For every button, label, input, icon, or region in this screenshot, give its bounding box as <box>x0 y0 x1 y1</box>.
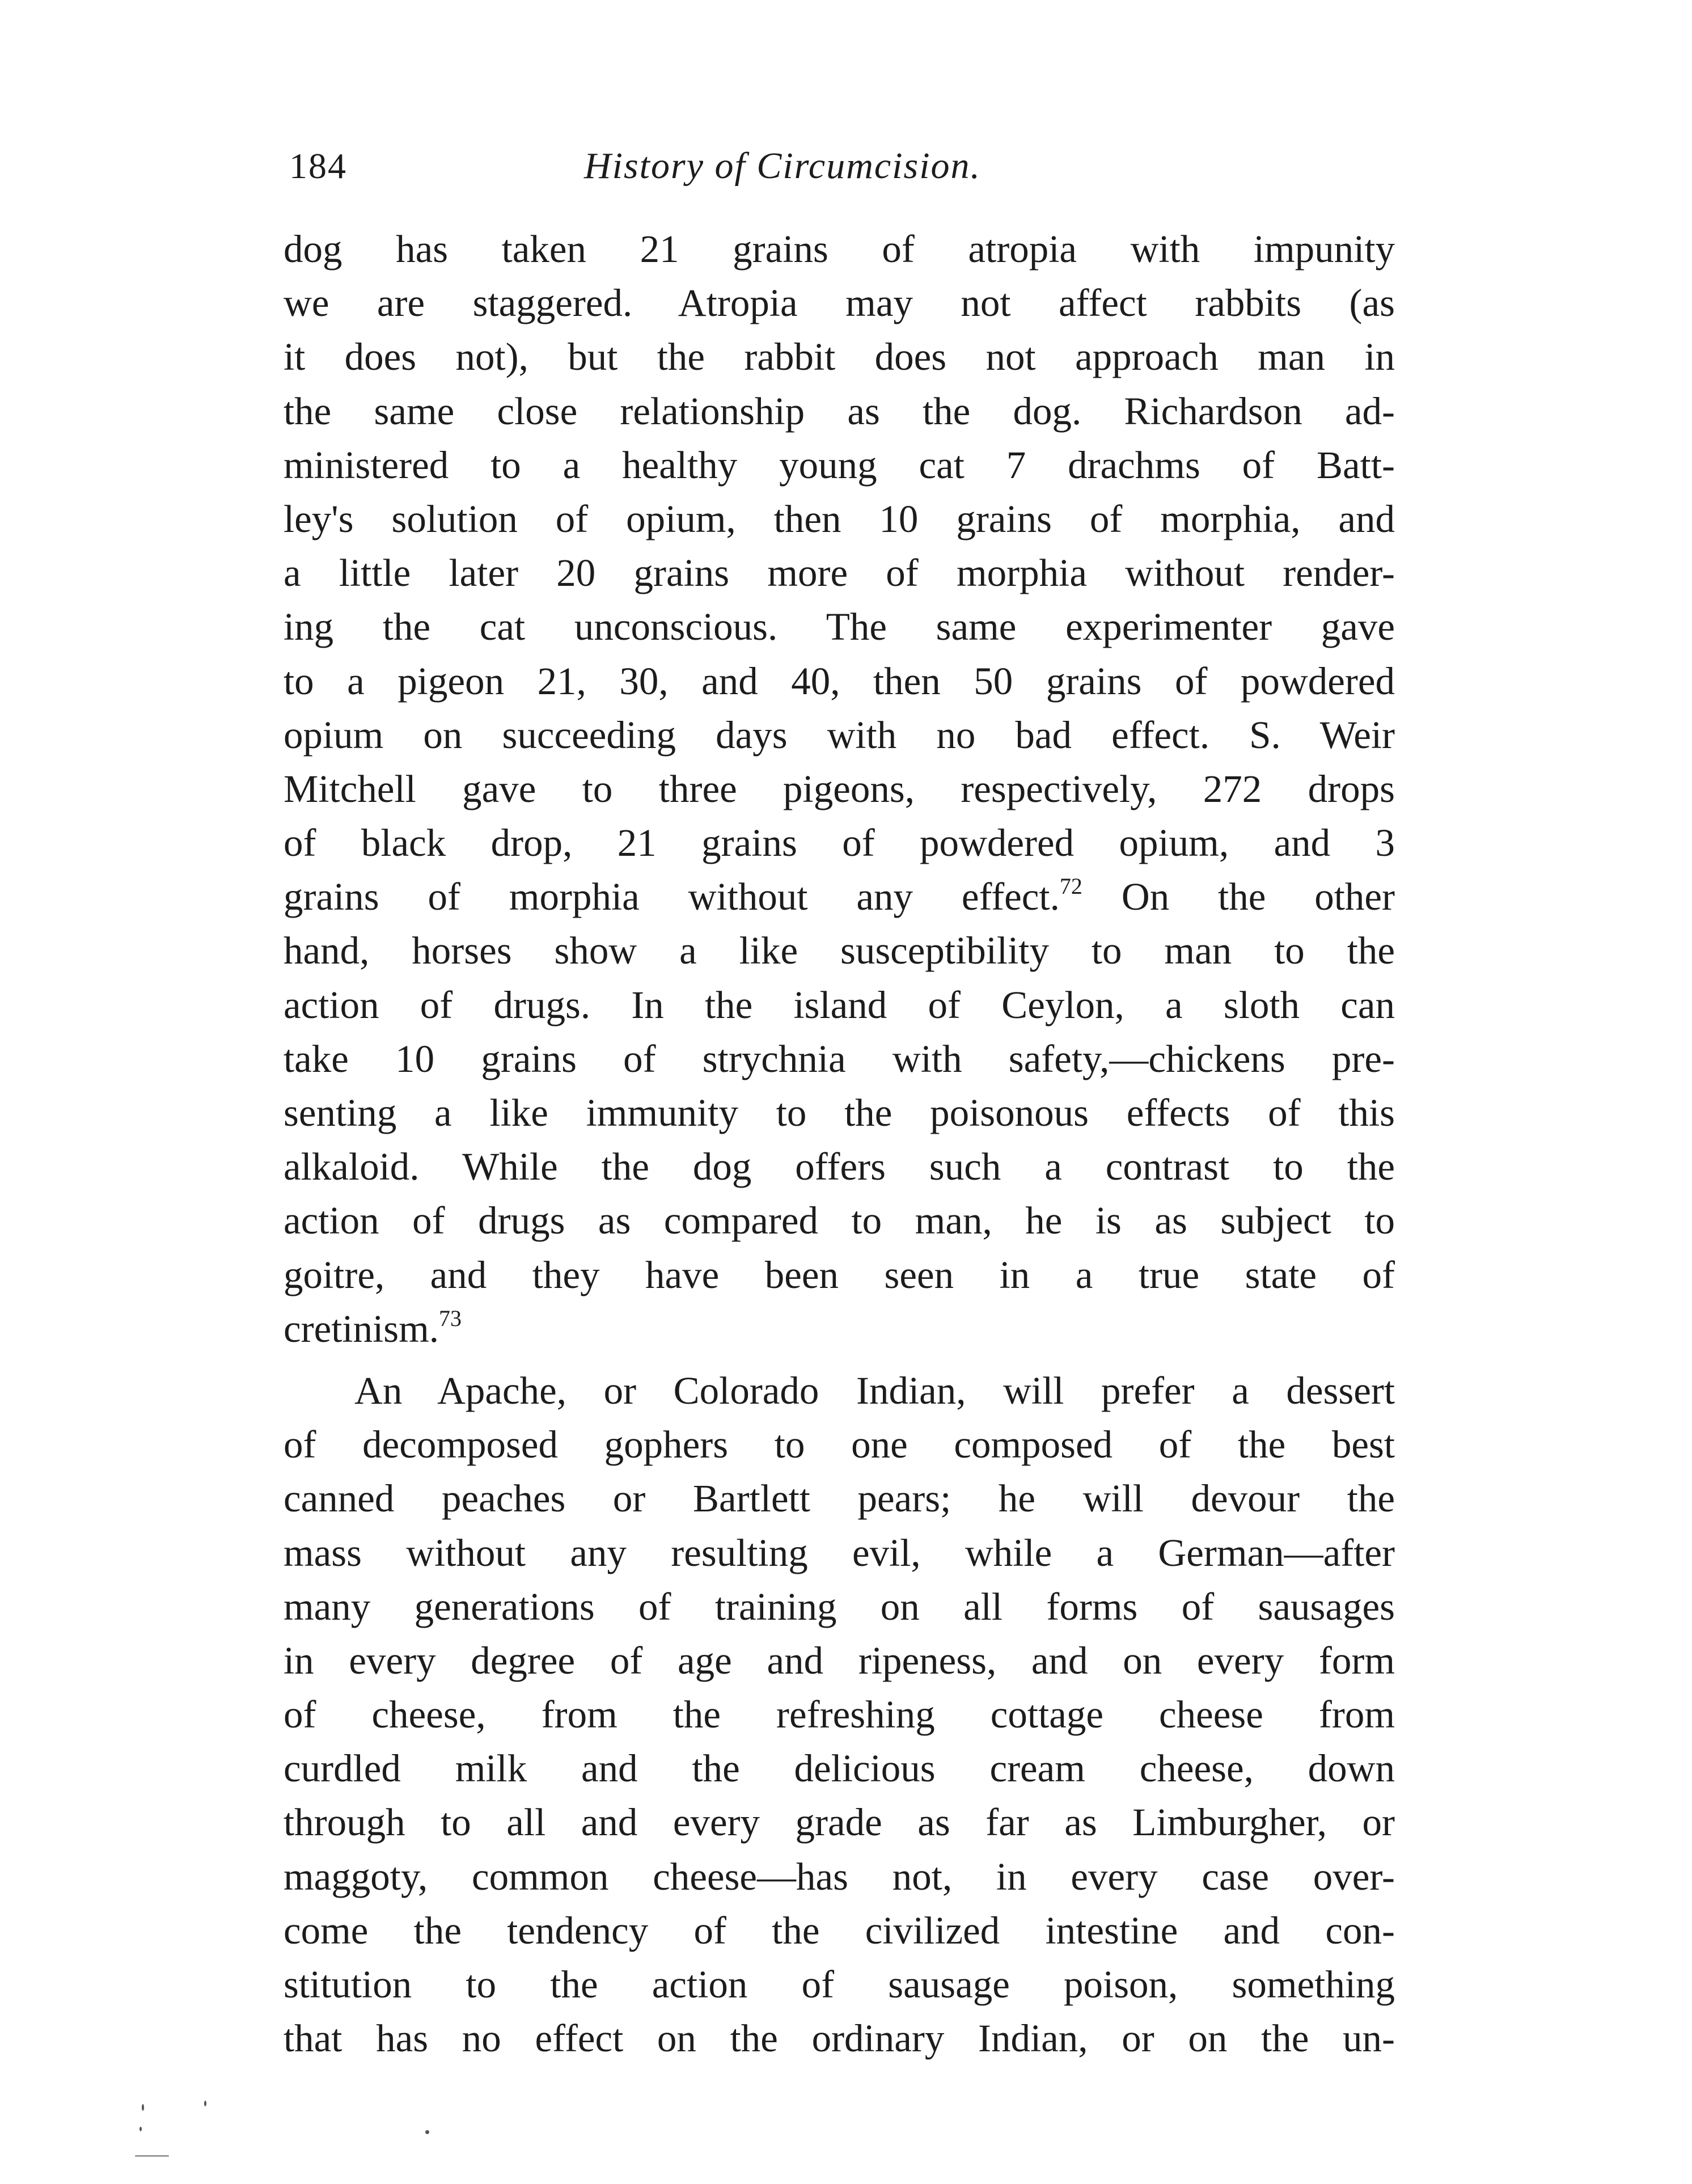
text-line: dog has taken 21 grains of atropia with impunity <box>284 227 1395 271</box>
text-line: the same close relationship as the dog. Richardson ad- <box>284 389 1395 433</box>
text-line: in every degree of age and ripeness, and on every form <box>284 1638 1395 1682</box>
scan-specks <box>119 2098 437 2166</box>
text-line-paragraph-end <box>284 1302 1395 1356</box>
text-line: Mitchell gave to three pigeons, respectively, 272 drops <box>284 767 1395 810</box>
text-line: action of drugs. In the island of Ceylon, a sloth can <box>284 983 1395 1026</box>
text-line: action of drugs as compared to man, he is as subject to <box>284 1199 1395 1243</box>
text-line: we are staggered. Atropia may not affect rabbits (as <box>284 281 1395 325</box>
text-line: of black drop, 21 grains of powdered opium, and 3 <box>284 821 1395 865</box>
text-line: ley's solution of opium, then 10 grains of morphia, and <box>284 497 1395 540</box>
text-fragment: cretinism. <box>284 1307 439 1350</box>
text-fragment: grains of morphia without any effect. <box>284 875 1060 919</box>
text-line: that has no effect on the ordinary Indian, or on the un- <box>284 2017 1395 2060</box>
text-line-with-footnote <box>284 870 1395 924</box>
text-line: it does not), but the rabbit does not approach man in <box>284 335 1395 379</box>
text-line: to a pigeon 21, 30, and 40, then 50 grains of powdered <box>284 659 1395 703</box>
text-line: through to all and every grade as far as Limburgher, or <box>284 1801 1395 1844</box>
page-header <box>289 135 1395 197</box>
text-line: ministered to a healthy young cat 7 drachms of Batt- <box>284 443 1395 487</box>
text-line: canned peaches or Bartlett pears; he will devour the <box>284 1477 1395 1520</box>
paragraph-first-line: An Apache, or Colorado Indian, will prefer a dessert <box>354 1368 1395 1412</box>
text-line: stitution to the action of sausage poison, something <box>284 1963 1395 2006</box>
scan-speck <box>204 2101 206 2106</box>
scan-speck <box>135 2155 169 2157</box>
scan-speck <box>425 2130 429 2134</box>
text-line: opium on succeeding days with no bad effect. S. Weir <box>284 713 1395 757</box>
text-line: a little later 20 grains more of morphia without render- <box>284 551 1395 595</box>
text-line: hand, horses show a like susceptibility to man to the <box>284 929 1395 973</box>
text-line: of decomposed gophers to one composed of the best <box>284 1423 1395 1467</box>
text-line: curdled milk and the delicious cream cheese, down <box>284 1747 1395 1790</box>
text-line: goitre, and they have been seen in a true state of <box>284 1253 1395 1296</box>
text-line: maggoty, common cheese—has not, in every case over- <box>284 1855 1395 1898</box>
scan-speck <box>142 2104 144 2111</box>
text-fragment: On the other <box>1121 875 1395 919</box>
text-line: mass without any resulting evil, while a German—after <box>284 1531 1395 1574</box>
text-fragment <box>1082 875 1122 918</box>
page-number: 184 <box>289 146 347 186</box>
body-text <box>284 222 1395 2065</box>
footnote-ref-72: 72 <box>1059 873 1082 899</box>
running-title: History of Circumcision. <box>584 145 982 187</box>
text-line: ing the cat unconscious. The same experimenter gave <box>284 605 1395 649</box>
text-line: come the tendency of the civilized intestine and con- <box>284 1908 1395 1952</box>
text-line: senting a like immunity to the poisonous effects of this <box>284 1091 1395 1134</box>
footnote-ref-73: 73 <box>439 1305 462 1331</box>
text-line: of cheese, from the refreshing cottage cheese from <box>284 1693 1395 1737</box>
text-line: many generations of training on all forms of sausages <box>284 1585 1395 1628</box>
text-line: take 10 grains of strychnia with safety,—chickens pre- <box>284 1037 1395 1080</box>
scan-speck <box>139 2127 142 2131</box>
text-line: alkaloid. While the dog offers such a contrast to the <box>284 1145 1395 1189</box>
